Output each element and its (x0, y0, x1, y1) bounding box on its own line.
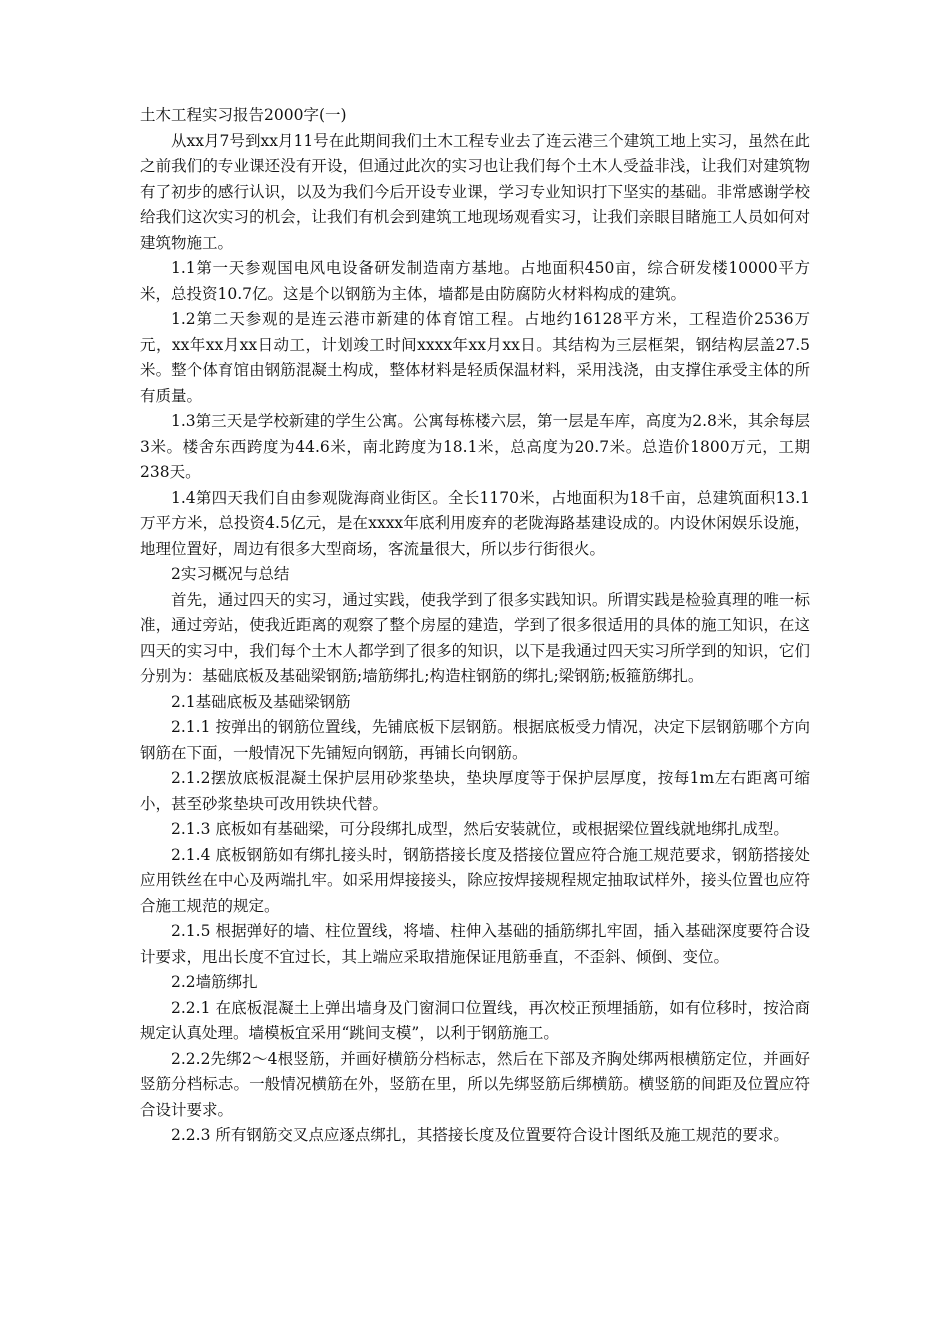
paragraph-1-2: 1.2第二天参观的是连云港市新建的体育馆工程。占地约16128平方米，工程造价2536万元，xx年xx月xx日动工，计划竣工时间xxxx年xx月xx日。其结构为三层框架，钢结构层盖27.5米。整个体育馆由钢筋混凝土构成，整体材料是轻质保温材料，采用浅浇，由支撑住承受主体的所有质量。 (140, 310, 810, 405)
intro-paragraph: 从xx月7号到xx月11号在此期间我们土木工程专业去了连云港三个建筑工地上实习，虽然在此之前我们的专业课还没有开设，但通过此次的实习也让我们每个土木人受益非浅，让我们对建筑物有了初步的感行认识，以及为我们今后开设专业课，学习专业知识打下坚实的基础。非常感谢学校给我们这次实习的机会，让我们有机会到建筑工地现场观看实习，让我们亲眼目睹施工人员如何对建筑物施工。 (140, 131, 810, 252)
document-body (140, 103, 810, 1149)
section-heading-2-1: 2.1基础底板及基础梁钢筋 (171, 692, 351, 711)
paragraph-2-2-1: 2.2.1 在底板混凝土上弹出墙身及门窗洞口位置线，再次校正预埋插筋，如有位移时，按洽商规定认真处理。墙模板宜采用“跳间支模”，以利于钢筋施工。 (140, 998, 810, 1042)
paragraph-2-1-5: 2.1.5 根据弹好的墙、柱位置线，将墙、柱伸入基础的插筋绑扎牢固，插入基础深度要符合设计要求，甩出长度不宜过长，其上端应采取措施保证甩筋垂直，不歪斜、倾倒、变位。 (140, 922, 810, 966)
paragraph-2-1-2: 2.1.2摆放底板混凝土保护层用砂浆垫块，垫块厚度等于保护层厚度，按每1m左右距离可缩小，甚至砂浆垫块可改用铁块代替。 (140, 769, 810, 813)
paragraph-2-2-3: 2.2.3 所有钢筋交叉点应逐点绑扎，其搭接长度及位置要符合设计图纸及施工规范的要求。 (171, 1126, 789, 1144)
paragraph-1-1: 1.1第一天参观国电风电设备研发制造南方基地。占地面积450亩，综合研发楼10000平方米，总投资10.7亿。这是个以钢筋为主体，墙都是由防腐防火材料构成的建筑。 (140, 259, 810, 303)
paragraph-2-1-1: 2.1.1 按弹出的钢筋位置线，先铺底板下层钢筋。根据底板受力情况，决定下层钢筋哪个方向钢筋在下面，一般情况下先铺短向钢筋，再铺长向钢筋。 (140, 718, 810, 762)
paragraph-1-3: 1.3第三天是学校新建的学生公寓。公寓每栋楼六层，第一层是车库，高度为2.8米，其余每层3米。楼舍东西跨度为44.6米，南北跨度为18.1米，总高度为20.7米。总造价1800万元，工期238天。 (140, 412, 810, 481)
document-title: 土木工程实习报告2000字(一) (140, 106, 347, 124)
paragraph-2-1-3: 2.1.3 底板如有基础梁，可分段绑扎成型，然后安装就位，或根据梁位置线就地绑扎成型。 (171, 820, 789, 838)
paragraph-2-1-4: 2.1.4 底板钢筋如有绑扎接头时，钢筋搭接长度及搭接位置应符合施工规范要求，钢筋搭接处应用铁丝在中心及两端扎牢。如采用焊接接头，除应按焊接规程规定抽取试样外，接头位置也应符合施工规范的规定。 (140, 845, 810, 915)
section-heading-2-2: 2.2墙筋绑扎 (171, 973, 258, 991)
paragraph-1-4: 1.4第四天我们自由参观陇海商业街区。全长1170米，占地面积为18千亩，总建筑面积13.1万平方米，总投资4.5亿元，是在xxxx年底利用废弃的老陇海路基建设成的。内设休闲娱乐设施，地理位置好，周边有很多大型商场，客流量很大，所以步行街很火。 (140, 488, 810, 558)
paragraph-2-2-2: 2.2.2先绑2～4根竖筋，并画好横筋分档标志，然后在下部及齐胸处绑两根横筋定位，并画好竖筋分档标志。一般情况横筋在外，竖筋在里，所以先绑竖筋后绑横筋。横竖筋的间距及位置应符合设计要求。 (140, 1049, 810, 1119)
summary-paragraph: 首先，通过四天的实习，通过实践，使我学到了很多实践知识。所谓实践是检验真理的唯一标准，通过旁站，使我近距离的观察了整个房屋的建造，学到了很多很适用的具体的施工知识，在这四天的实习中，我们每个土木人都学到了很多的知识，以下是我通过四天实习所学到的知识，它们分别为：基础底板及基础梁钢筋;墙筋绑扎;构造柱钢筋的绑扎;梁钢筋;板箍筋绑扎。 (140, 590, 810, 685)
section-heading-2: 2实习概况与总结 (171, 565, 290, 583)
